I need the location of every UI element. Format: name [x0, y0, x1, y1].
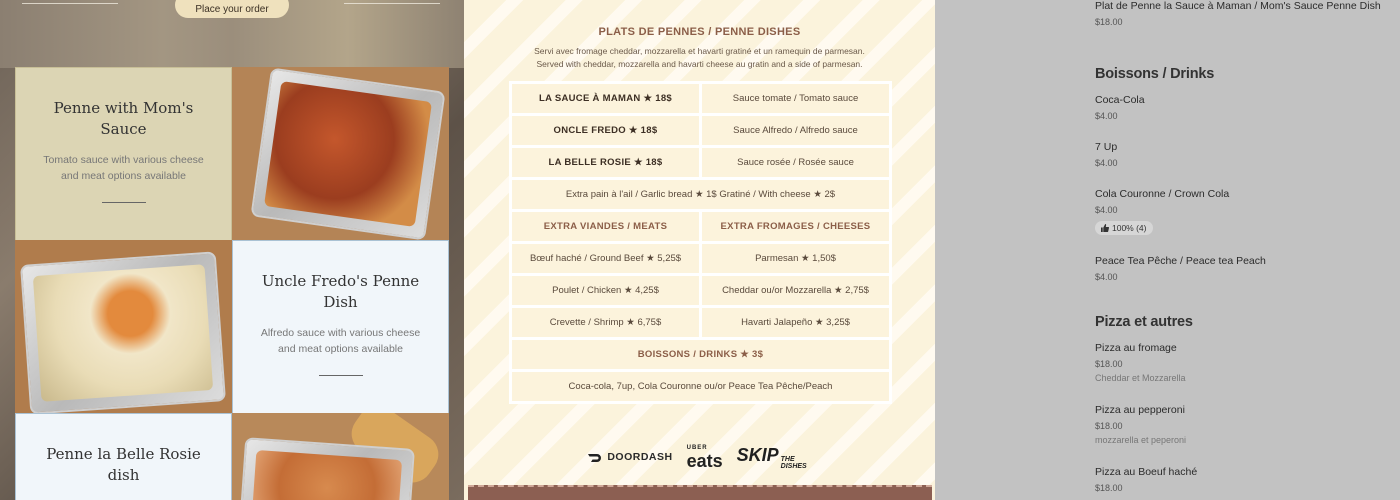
menu-item-7up[interactable]	[1095, 141, 1395, 168]
item-name: Plat de Penne la Sauce à Maman / Mom's Sauce Penne Dish	[1095, 0, 1381, 12]
rating-badge	[1095, 221, 1153, 235]
menu-item-pizza-pepperoni[interactable]	[1095, 404, 1395, 445]
extras-line-cell: Extra pain à l'ail / Garlic bread ★ 1$ Gratiné / With cheese ★ 2$	[512, 180, 889, 209]
extra-cheese-cell: Parmesan ★ 1,50$	[702, 244, 889, 273]
item-description: mozzarella et peperoni	[1095, 434, 1187, 445]
extra-cheese-cell: Havarti Jalapeño ★ 3,25$	[702, 308, 889, 337]
extra-meat-cell: Crevette / Shrimp ★ 6,75$	[512, 308, 699, 337]
menu-row	[512, 372, 889, 401]
item-name: Coca-Cola	[1095, 94, 1145, 106]
sauce-cell: Sauce tomate / Tomato sauce	[702, 84, 889, 113]
doordash-logo: DOORDASH	[588, 451, 672, 463]
menu-row	[512, 276, 889, 305]
menu-item-pizza-fromage[interactable]	[1095, 342, 1395, 383]
menu-item-moms-sauce[interactable]	[1095, 0, 1395, 27]
menu-footer-bar	[468, 485, 932, 500]
category-heading-drinks: Boissons / Drinks	[1095, 66, 1215, 82]
menu-section-title: PLATS DE PENNES / PENNE DISHES	[598, 26, 801, 38]
item-name: Cola Couronne / Crown Cola	[1095, 188, 1230, 200]
menu-row	[512, 244, 889, 273]
restaurant-gallery-panel	[0, 0, 464, 500]
menu-row	[512, 212, 889, 241]
dish-card-belle-rosie[interactable]	[15, 413, 232, 500]
item-price: $4.00	[1095, 204, 1118, 215]
online-menu-panel	[935, 0, 1400, 500]
item-description: Cheddar et Mozzarella	[1095, 372, 1186, 383]
dish-description: Tomato sauce with various cheese and meat options available	[43, 154, 204, 182]
extra-cheeses-header: EXTRA FROMAGES / CHEESES	[702, 212, 889, 241]
item-price: $18.00	[1095, 420, 1123, 431]
item-price: $18.00	[1095, 358, 1123, 369]
menu-subtitle-fr: Servi avec fromage cheddar, mozzarella et havarti gratiné et un ramequin de parmesan.	[534, 46, 865, 56]
extra-cheese-cell: Cheddar ou/or Mozzarella ★ 2,75$	[702, 276, 889, 305]
menu-row	[512, 116, 889, 145]
dish-description: Alfredo sauce with various cheese and meat options available	[260, 327, 421, 355]
sauce-cell: Sauce rosée / Rosée sauce	[702, 148, 889, 177]
thumbs-up-icon	[1101, 224, 1109, 232]
delivery-partner-logos	[464, 444, 935, 470]
extra-meat-cell: Bœuf haché / Ground Beef ★ 5,25$	[512, 244, 699, 273]
extra-meat-cell: Poulet / Chicken ★ 4,25$	[512, 276, 699, 305]
doordash-icon	[588, 453, 604, 462]
banner-divider	[22, 3, 118, 4]
item-name: Pizza au Boeuf haché	[1095, 466, 1198, 478]
dish-card-moms-sauce[interactable]	[15, 67, 232, 241]
ubereats-logo: UBER eats	[686, 445, 723, 471]
dish-photo-tomato-penne	[232, 67, 449, 241]
menu-item-peace-tea[interactable]	[1095, 255, 1395, 282]
dish-price-cell: ONCLE FREDO ★ 18$	[512, 116, 699, 145]
extra-meats-header: EXTRA VIANDES / MEATS	[512, 212, 699, 241]
dish-photo-rosee-penne	[232, 413, 449, 500]
dish-photo-shrimp-alfredo	[15, 240, 232, 414]
food-tray-image	[250, 67, 445, 240]
food-tray-image	[20, 251, 226, 414]
rating-text: 100% (4)	[1112, 222, 1147, 233]
menu-item-pizza-boeuf[interactable]	[1095, 466, 1395, 493]
penne-menu-table	[509, 81, 892, 404]
item-name: Peace Tea Pêche / Peace tea Peach	[1095, 255, 1266, 267]
dish-price-cell: LA SAUCE À MAMAN ★ 18$	[512, 84, 699, 113]
dish-title: Penne la Belle Rosie dish	[46, 445, 201, 484]
item-name: Pizza au pepperoni	[1095, 404, 1185, 416]
food-tray-image	[239, 437, 415, 500]
menu-row	[512, 340, 889, 369]
menu-image-panel	[464, 0, 935, 500]
sauce-cell: Sauce Alfredo / Alfredo sauce	[702, 116, 889, 145]
banner-divider	[344, 3, 440, 4]
dish-card-uncle-fredo[interactable]	[232, 240, 449, 414]
menu-row	[512, 148, 889, 177]
item-name: 7 Up	[1095, 141, 1118, 153]
place-order-button[interactable]: Place your order	[175, 0, 289, 18]
menu-item-crown-cola[interactable]	[1095, 188, 1395, 237]
menu-subtitle-en: Served with cheddar, mozzarella and havarti cheese au gratin and a side of parmesan.	[536, 58, 863, 69]
menu-row	[512, 308, 889, 337]
dish-title: Uncle Fredo's Penne Dish	[261, 272, 420, 311]
dish-title: Penne with Mom's Sauce	[53, 99, 194, 138]
menu-item-coca-cola[interactable]	[1095, 94, 1395, 121]
skipthedishes-logo: SKIP THE DISHES	[736, 444, 807, 470]
menu-row	[512, 180, 889, 209]
drinks-header: BOISSONS / DRINKS ★ 3$	[512, 340, 889, 369]
divider	[102, 202, 146, 203]
item-price: $4.00	[1095, 110, 1118, 121]
dish-price-cell: LA BELLE ROSIE ★ 18$	[512, 148, 699, 177]
divider	[319, 375, 363, 376]
top-food-banner	[0, 0, 464, 68]
item-price: $18.00	[1095, 16, 1123, 27]
item-price: $4.00	[1095, 271, 1118, 282]
category-heading-pizza: Pizza et autres	[1095, 314, 1193, 330]
item-price: $18.00	[1095, 482, 1123, 493]
item-price: $4.00	[1095, 157, 1118, 168]
item-name: Pizza au fromage	[1095, 342, 1177, 354]
drinks-list-cell: Coca-cola, 7up, Cola Couronne ou/or Peace Tea Pêche/Peach	[512, 372, 889, 401]
menu-row	[512, 84, 889, 113]
